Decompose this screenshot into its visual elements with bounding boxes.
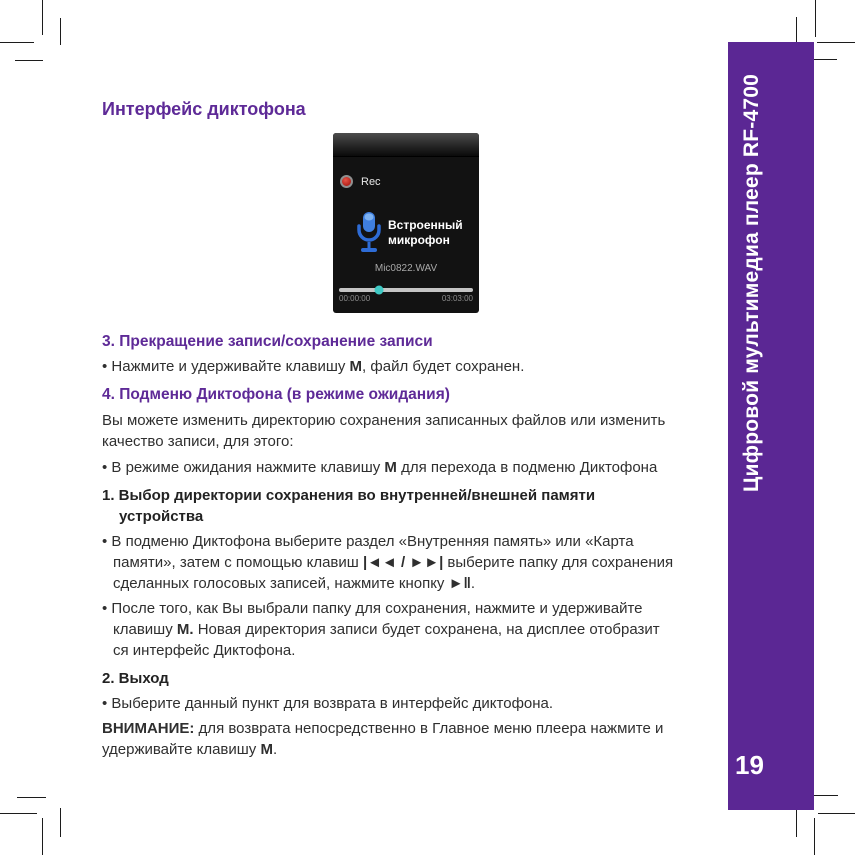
text-block: 1. Выбор директории сохранения во внутренней/внешней памяти устройства — [102, 487, 596, 525]
rec-label: Rec — [361, 175, 381, 188]
mic-source-line2: микрофон — [388, 233, 450, 247]
crop-mark — [814, 818, 815, 855]
progress-bar — [339, 288, 473, 292]
screen-top-bar — [333, 133, 479, 157]
text-block: 4. Подменю Диктофона (в режиме ожидания) — [102, 386, 450, 403]
mic-source-row — [355, 211, 463, 255]
crop-mark — [15, 60, 43, 61]
text-block: • Нажмите и удерживайте клавишу М, файл будет сохранен. — [102, 358, 525, 375]
content-blocks — [102, 324, 734, 760]
microphone-icon — [355, 211, 383, 255]
product-title-vertical: Цифровой мультимедиа плеер RF-4700 — [740, 74, 763, 492]
time-total: 03:03:00 — [441, 294, 473, 303]
record-indicator-icon — [340, 175, 353, 188]
crop-mark — [796, 17, 797, 45]
text-block: 2. Выход — [102, 670, 169, 687]
crop-mark — [815, 0, 816, 37]
text-block: • В режиме ожидания нажмите клавишу М для перехода в подменю Диктофона — [102, 459, 658, 476]
crop-mark — [42, 818, 43, 855]
recording-filename: Mic0822.WAV — [374, 263, 438, 274]
text-block: 3. Прекращение записи/сохранение записи — [102, 333, 433, 350]
time-row — [339, 294, 473, 303]
text-block: • Выберите данный пункт для возврата в интерфейс диктофона. — [102, 695, 554, 712]
mic-source-line1: Встроенный — [388, 218, 463, 232]
crop-mark — [817, 42, 855, 43]
text-block: Вы можете изменить директорию сохранения записанных файлов или изменить качество записи, для этого: — [102, 412, 666, 450]
page-number: 19 — [735, 750, 764, 780]
crop-mark — [0, 42, 34, 43]
crop-mark — [60, 808, 61, 837]
section-heading: Интерфейс диктофона — [102, 99, 306, 119]
text-block: • В подменю Диктофона выберите раздел «Внутренняя память» или «Карта памяти», затем с помощью клавиш |◄◄ / ►►| выберите папку для сохранения сделанных голосовых записей, нажмите кнопку ►‖. — [102, 533, 674, 592]
crop-mark — [818, 813, 855, 814]
crop-mark — [0, 813, 37, 814]
crop-mark — [60, 18, 61, 45]
crop-mark — [17, 797, 46, 798]
time-elapsed: 00:00:00 — [339, 294, 371, 303]
text-block: ВНИМАНИЕ: для возврата непосредственно в Главное меню плеера нажмите и удерживайте клавишу М. — [102, 720, 664, 758]
recorder-screenshot — [333, 133, 479, 313]
rec-indicator-row — [340, 175, 381, 188]
crop-mark — [42, 0, 43, 35]
crop-mark — [796, 808, 797, 837]
text-block: • После того, как Вы выбрали папку для сохранения, нажмите и удерживайте клавишу М. Новая директория записи будет сохранена, на дисплее отобразит ся интерфейс Диктофона. — [102, 600, 660, 659]
mic-source-label — [388, 218, 463, 248]
